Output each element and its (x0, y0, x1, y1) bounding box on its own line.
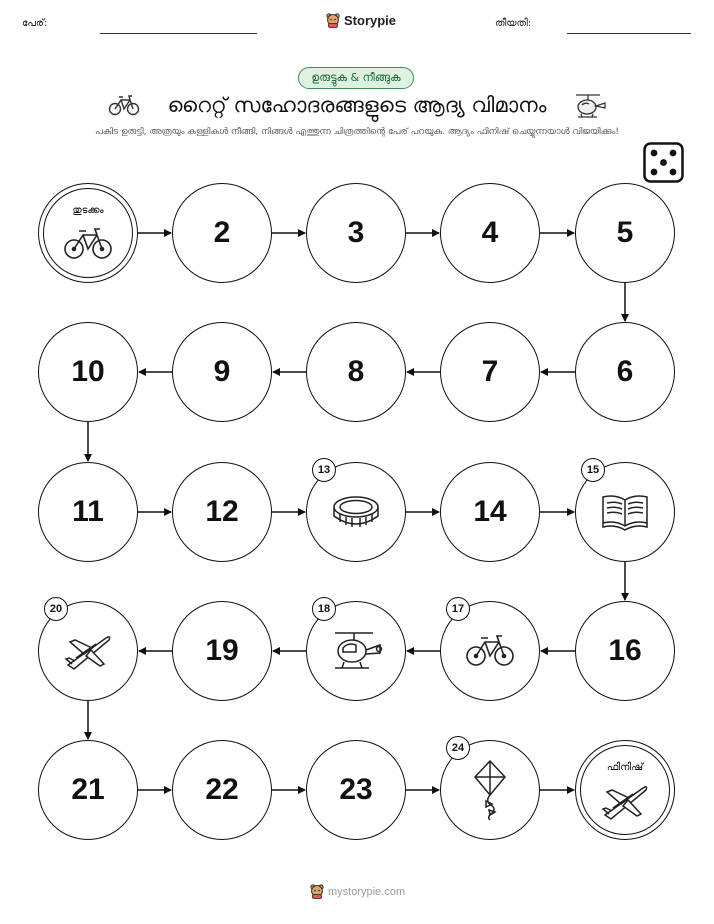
cell-number-tag: 24 (446, 736, 470, 760)
airplane-icon (62, 628, 114, 674)
cell-number: 16 (608, 634, 642, 667)
cell-number: 7 (481, 355, 499, 388)
cell-number: 11 (72, 495, 104, 528)
instructions: പകിട ഉരുട്ടി, അത്രയും കള്ളികൾ നീങ്ങി, നിങ്ങൾ എത്തുന്ന ചിത്രത്തിന്റെ പേര് പറയുക. ആദ്യം ഫിനിഷ് ചെയ്യുന്നയാൾ വിജയിക്കും! (95, 127, 619, 137)
cell-number-tag: 15 (581, 458, 605, 482)
book-icon (599, 492, 651, 532)
board-cell-6[interactable] (575, 322, 675, 422)
name-label: പേര്: (22, 18, 48, 29)
start-cell[interactable] (38, 183, 138, 283)
board-cell-12[interactable] (172, 462, 272, 562)
cell-number: 10 (71, 355, 105, 388)
airplane-icon (599, 778, 651, 824)
footer-url[interactable]: mystorypie.com (328, 885, 406, 898)
helicopter-icon (329, 628, 383, 674)
board-cell-23[interactable] (306, 740, 406, 840)
board-cell-17[interactable] (440, 601, 540, 701)
footer (310, 884, 405, 899)
bicycle-icon (63, 227, 113, 261)
cell-number-tag: 20 (44, 597, 68, 621)
page-title: റൈറ്റ് സഹോദരങ്ങളുടെ ആദ്യ വിമാനം (167, 93, 547, 117)
board-cell-7[interactable] (440, 322, 540, 422)
cell-number: 12 (205, 495, 239, 528)
board-cell-4[interactable] (440, 183, 540, 283)
brand-name: Storypie (344, 13, 397, 28)
cell-number: 5 (616, 216, 634, 249)
board-cell-2[interactable] (172, 183, 272, 283)
board-cell-16[interactable] (575, 601, 675, 701)
start-label: തുടക്കം (72, 205, 104, 216)
board-cell-19[interactable] (172, 601, 272, 701)
cell-number-tag: 13 (312, 458, 336, 482)
kite-icon (469, 759, 511, 821)
board-cell-5[interactable] (575, 183, 675, 283)
cell-number: 2 (213, 216, 231, 249)
board-cell-22[interactable] (172, 740, 272, 840)
board-cell-10[interactable] (38, 322, 138, 422)
cell-number: 14 (473, 495, 507, 528)
coin-icon (330, 492, 382, 532)
cell-number-tag: 17 (446, 597, 470, 621)
cell-number: 3 (347, 216, 365, 249)
board-cell-8[interactable] (306, 322, 406, 422)
board-cell-15[interactable] (575, 462, 675, 562)
board-cell-9[interactable] (172, 322, 272, 422)
board-cell-3[interactable] (306, 183, 406, 283)
board-cell-11[interactable] (38, 462, 138, 562)
game-type-badge: ഉരുട്ടുക & നീങ്ങുക (298, 67, 414, 89)
cell-number: 4 (481, 216, 499, 249)
bicycle-icon (465, 634, 515, 668)
board-cell-13[interactable] (306, 462, 406, 562)
cell-number: 19 (205, 634, 239, 667)
board-cell-21[interactable] (38, 740, 138, 840)
finish-label: ഫിനിഷ് (606, 762, 644, 773)
cell-number: 22 (205, 773, 239, 806)
board-cell-24[interactable] (440, 740, 540, 840)
cell-number-tag: 18 (312, 597, 336, 621)
board-cell-20[interactable] (38, 601, 138, 701)
cell-number: 23 (339, 773, 373, 806)
finish-cell[interactable] (575, 740, 675, 840)
cell-number: 6 (616, 355, 634, 388)
board-cell-14[interactable] (440, 462, 540, 562)
cell-number: 9 (213, 355, 231, 388)
date-label: തീയതി: (495, 18, 532, 29)
storypie-mascot-icon (310, 884, 324, 899)
cell-number: 8 (347, 355, 365, 388)
board-cell-18[interactable] (306, 601, 406, 701)
cell-number: 21 (71, 773, 105, 806)
